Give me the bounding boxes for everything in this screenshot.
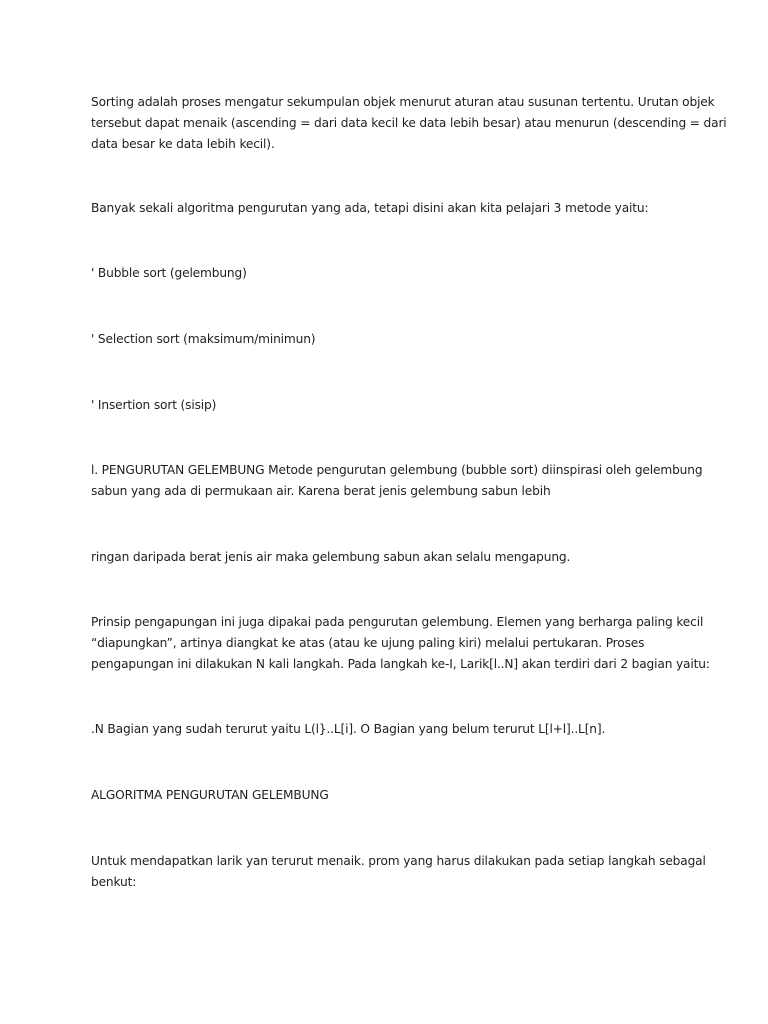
text-line: ' Bubble sort (gelembung) bbox=[91, 266, 247, 280]
text-line: l. PENGURUTAN GELEMBUNG Metode pengurutan gelembung (bubble sort) diinspirasi oleh gelembung bbox=[91, 463, 703, 477]
text-line: “diapungkan”, arti̇nya diangkat ke atas (atau ke ujung paling kiri) melalui pertukaran. Proses bbox=[91, 636, 645, 650]
text-line: ' Selecti̇on sort (maksimum/minimun) bbox=[91, 332, 316, 346]
parts-paragraph bbox=[91, 719, 691, 740]
text-line: Untuk mendapatkan larik yan terurut menaik. prom yang harus dilakukan pada seti̇ap langkah sebagal bbox=[91, 854, 706, 868]
text-line: pengapungan ini dilakukan N kali langkah. Pada langkah ke-I, Larik[l..N] akan terdiri dari 2 bagian yaitu: bbox=[91, 657, 710, 671]
text-line: Banyak sekali algoritma pengurutan yang ada, tetapi disini akan kita pelajari 3 metode yaitu: bbox=[91, 201, 649, 215]
algorithm-steps-paragraph bbox=[91, 851, 706, 893]
methods-intro-paragraph bbox=[91, 198, 691, 219]
text-line: Prinsip pengapungan ini juga dipakai pada pengurutan gelembung. Elemen yang berharga paling kecil bbox=[91, 615, 704, 629]
text-line: benkut: bbox=[91, 875, 137, 889]
text-line: ' Inserti̇on sort (sisip) bbox=[91, 398, 217, 412]
algorithm-title bbox=[91, 785, 691, 806]
text-line: ringan daripada berat jenis air maka gelembung sabun akan selalu mengapung. bbox=[91, 550, 571, 564]
bubble-section-paragraph bbox=[91, 460, 703, 502]
insertion-sort-item bbox=[91, 395, 691, 416]
principle-paragraph bbox=[91, 612, 710, 675]
text-line: Sorti̇ng adalah proses mengatur sekumpulan objek menurut aturan atau susunan tertentu. Urutan objek bbox=[91, 95, 715, 109]
text-line: ALGORITMA PENGURUTAN GELEMBUNG bbox=[91, 788, 329, 802]
text-line: .N Bagian yang sudah terurut yaitu L(l}..L[i]. O Bagian yang belum terurut L[l+l]..L[n]. bbox=[91, 722, 606, 736]
bubble-continuation-paragraph bbox=[91, 547, 691, 568]
text-line: tersebut dapat menaik (ascending = dari data kecil ke data lebih besar) atau menurun (descending = dari bbox=[91, 116, 727, 130]
text-line: data besar ke data lebih kecil). bbox=[91, 137, 275, 151]
bubble-sort-item bbox=[91, 263, 691, 284]
intro-paragraph bbox=[91, 92, 727, 155]
selection-sort-item bbox=[91, 329, 691, 350]
text-line: sabun yang ada di permukaan air. Karena berat jenis gelembung sabun lebih bbox=[91, 484, 551, 498]
